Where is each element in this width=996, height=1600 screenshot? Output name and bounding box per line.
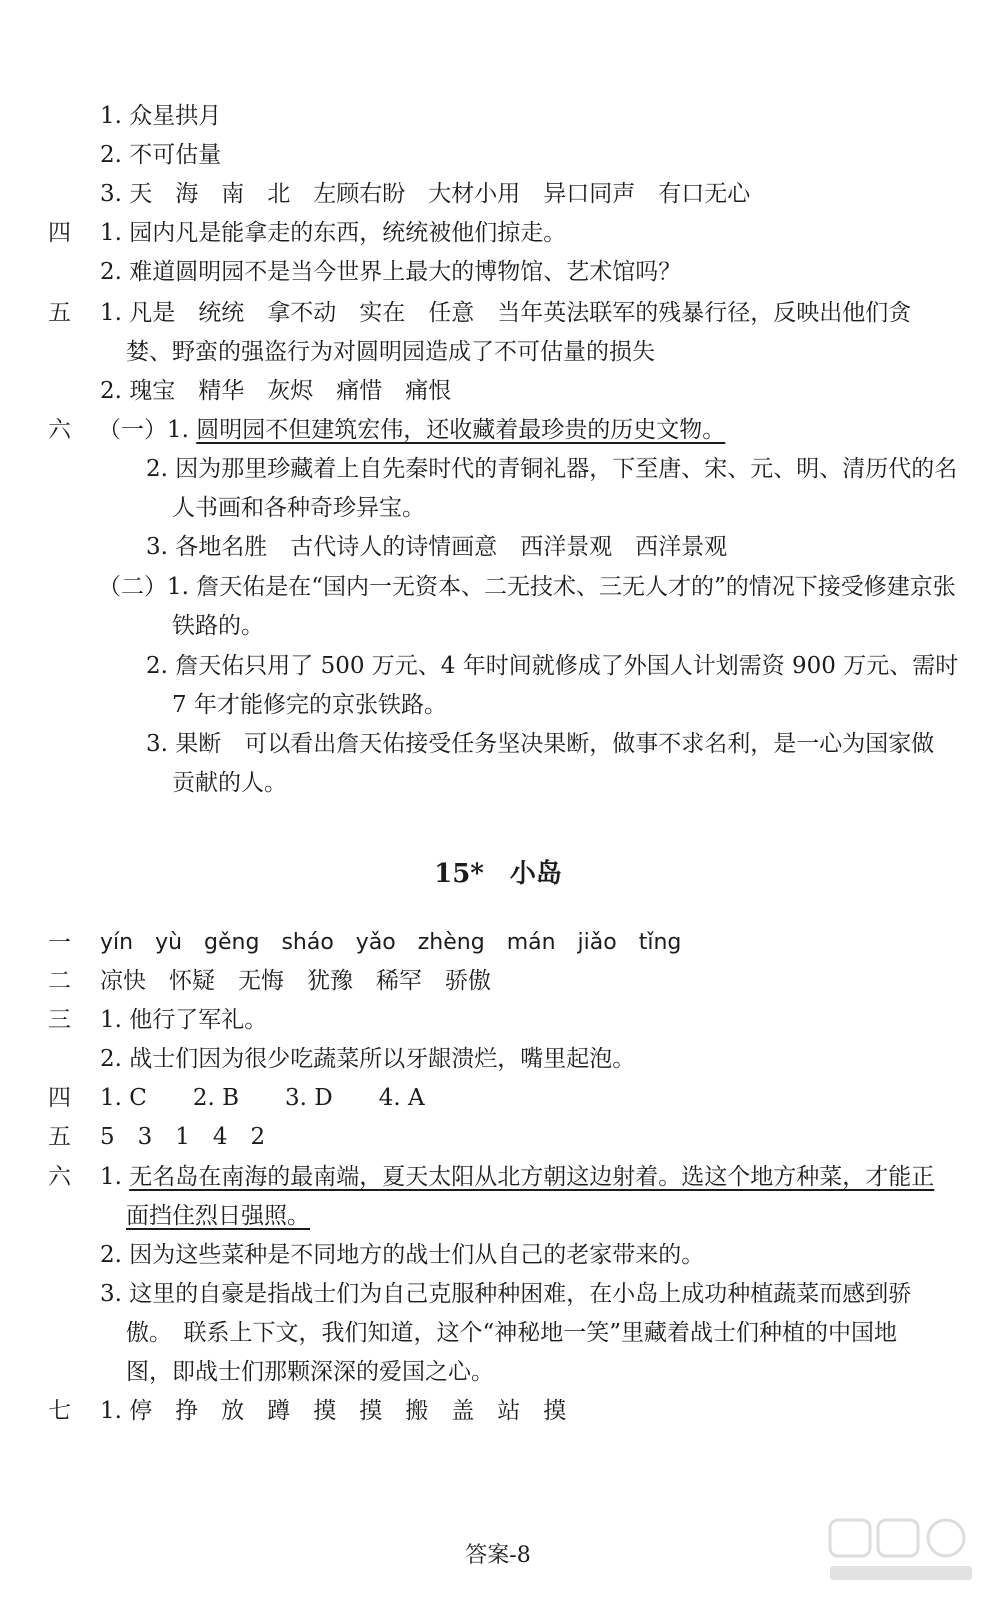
sec15-q3-label: 三: [48, 1007, 71, 1033]
sec14-q5-item1-line2: 婪、野蛮的强盗行为对圆明园造成了不可估量的损失: [126, 339, 655, 365]
sec15-q6-item1-line1: [100, 1162, 934, 1192]
sec15-q6-item2: 2. 因为这些菜种是不同地方的战士们从自己的老家带来的。: [100, 1242, 705, 1268]
sec14-q6-part2-item1-line2: 铁路的。: [172, 613, 264, 639]
sec14-q5-item1-line1: 1. 凡是 统统 拿不动 实在 任意 当年英法联军的残暴行径，反映出他们贪: [100, 300, 912, 326]
sec14-q6-part1-prefix: （一）1.: [98, 417, 197, 443]
sec15-q3-item2: 2. 战士们因为很少吃蔬菜所以牙龈溃烂，嘴里起泡。: [100, 1046, 636, 1072]
sec14-q6-part1-item1-underlined: 圆明园不但建筑宏伟，还收藏着最珍贵的历史文物。: [196, 417, 726, 443]
sec14-q3-item2: 2. 不可估量: [100, 142, 222, 168]
sec15-q1-label: 一: [48, 930, 71, 956]
sec15-q6-item3-line3: 图，即战士们那颗深深的爱国之心。: [126, 1359, 494, 1385]
sec14-q6-part1-item3: 3. 各地名胜 古代诗人的诗情画意 西洋景观 西洋景观: [146, 534, 728, 560]
sec15-q6-item3-line1: 3. 这里的自豪是指战士们为自己克服种种困难，在小岛上成功种植蔬菜而感到骄: [100, 1281, 912, 1307]
sec14-q6-label: 六: [48, 417, 71, 443]
sec14-q5-item2: 2. 瑰宝 精华 灰烬 痛惜 痛恨: [100, 378, 452, 404]
sec14-q6-part1-item2-line1: 2. 因为那里珍藏着上自先秦时代的青铜礼器，下至唐、宋、元、明、清历代的名: [146, 456, 958, 482]
sec15-q7-label: 七: [48, 1398, 71, 1424]
sec14-q4-item1: 1. 园内凡是能拿走的东西，统统被他们掠走。: [100, 220, 567, 246]
sec14-q6-part2-item1-line1: （二）1. 詹天佑是在“国内一无资本、二无技术、三无人才的”的情况下接受修建京张: [98, 574, 956, 600]
sec14-q6-part2-item3-line1: 3. 果断 可以看出詹天佑接受任务坚决果断，做事不求名利，是一心为国家做: [146, 731, 935, 757]
page-number: 答案-8: [465, 1543, 531, 1568]
lesson-title: 15* 小岛: [434, 859, 562, 889]
sec15-q3-item1: 1. 他行了军礼。: [100, 1007, 268, 1033]
sec15-q6-item1-underlined: 无名岛在南海的最南端，夏天太阳从北方朝这边射着。选这个地方种菜，才能正: [129, 1164, 935, 1190]
sec15-q5-label: 五: [48, 1124, 71, 1150]
sec15-q6-item1-prefix: 1.: [100, 1164, 130, 1190]
sec15-q6-item3-line2: 傲。 联系上下文，我们知道，这个“神秘地一笑”里藏着战士们种植的中国地: [126, 1320, 898, 1346]
sec15-q4-answers: 1. C 2. B 3. D 4. A: [100, 1085, 425, 1111]
sec14-q6-part1-item2-line2: 人书画和各种奇珍异宝。: [172, 495, 425, 521]
sec14-q6-part2-item3-line2: 贡献的人。: [172, 770, 287, 796]
sec15-q2-words: 凉快 怀疑 无悔 犹豫 稀罕 骄傲: [100, 968, 491, 994]
sec14-q5-label: 五: [48, 300, 71, 326]
sec15-q6-item1-line2: 面挡住烈日强照。: [126, 1203, 310, 1229]
watermark-logo-icon: [826, 1516, 976, 1586]
sec14-q4-label: 四: [48, 220, 71, 246]
sec14-q3-item1: 1. 众星拱月: [100, 103, 222, 129]
sec14-q6-part2-item2-line1: 2. 詹天佑只用了 500 万元、4 年时间就修成了外国人计划需资 900 万元、需时: [146, 653, 959, 679]
sec14-q6-part1-item1: [98, 415, 725, 445]
sec15-q7-item1: 1. 停 挣 放 蹲 摸 摸 搬 盖 站 摸: [100, 1398, 567, 1424]
sec15-q1-pinyin: yín yù gěng sháo yǎo zhèng mán jiǎo tǐng: [100, 930, 682, 955]
sec14-q3-item3: 3. 天 海 南 北 左顾右盼 大材小用 异口同声 有口无心: [100, 181, 751, 207]
sec15-q6-label: 六: [48, 1164, 71, 1190]
sec14-q4-item2: 2. 难道圆明园不是当今世界上最大的博物馆、艺术馆吗？: [100, 259, 682, 285]
sec14-q6-part2-item2-line2: 7 年才能修完的京张铁路。: [172, 692, 447, 718]
sec15-q2-label: 二: [48, 968, 71, 994]
sec15-q5-order: 5 3 1 4 2: [100, 1124, 266, 1150]
sec15-q4-label: 四: [48, 1085, 71, 1111]
